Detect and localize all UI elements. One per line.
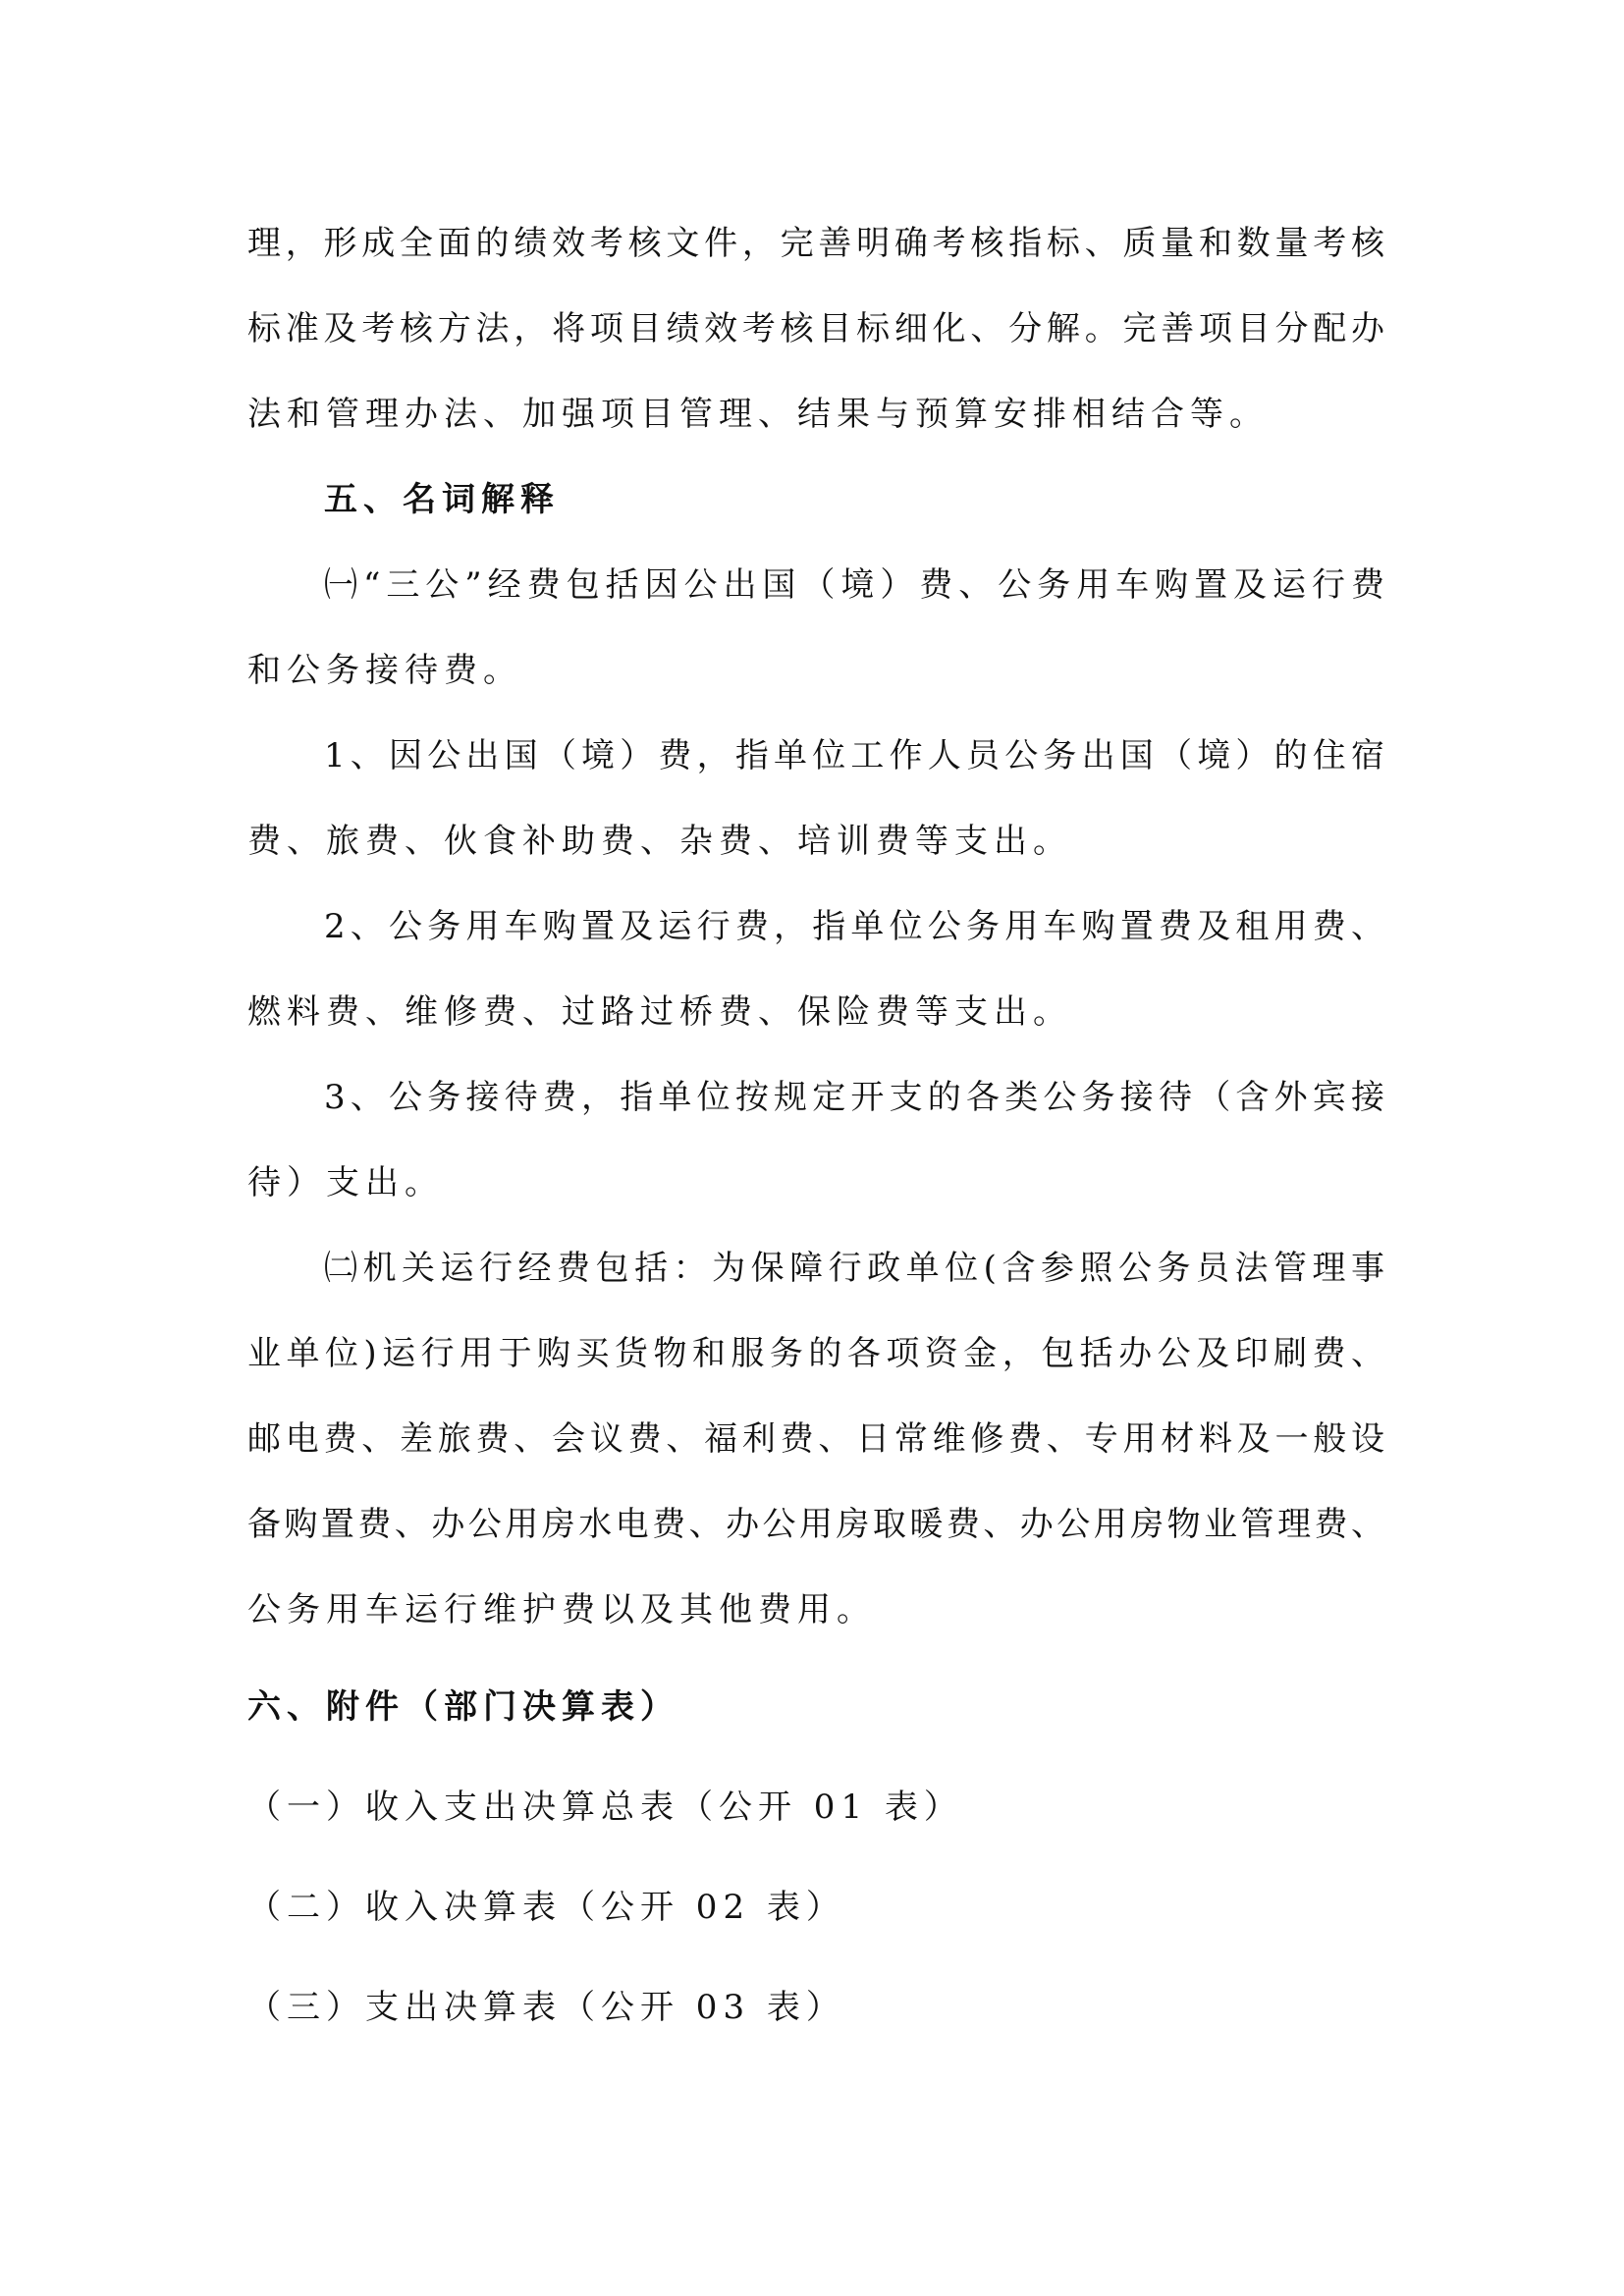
list-item-text: 3、公务接待费，指单位按规定开支的各类公务接待（含外宾接 [324,1078,1384,1117]
section-heading-6: 六、附件（部门决算表） [247,1687,679,1727]
list-item-text: 待）支出。 [247,1163,444,1202]
section-heading-5: 五、名词解释 [324,480,560,519]
list-item-text: 2、公务用车购置及运行费，指单位公务用车购置费及租用费、 [324,907,1384,946]
list-item-text: 1、因公出国（境）费，指单位工作人员公务出国（境）的住宿 [324,736,1384,775]
body-text-line: 业单位)运行用于购买货物和服务的各项资金，包括办公及印刷费、 [247,1334,1384,1373]
list-item-text: 费、旅费、伙食补助费、杂费、培训费等支出。 [247,822,1072,861]
body-text-line: 法和管理办法、加强项目管理、结果与预算安排相结合等。 [247,395,1269,434]
list-item-text: 燃料费、维修费、过路过桥费、保险费等支出。 [247,992,1072,1032]
body-text-line: ㈡机关运行经费包括：为保障行政单位(含参照公务员法管理事 [324,1249,1384,1288]
body-text-line: ㈠“三公”经费包括因公出国（境）费、公务用车购置及运行费 [324,565,1384,605]
body-text-line: 邮电费、差旅费、会议费、福利费、日常维修费、专用材料及一般设 [247,1419,1384,1459]
attachment-item: （三）支出决算表（公开 03 表） [247,1988,845,2027]
attachment-item: （二）收入决算表（公开 02 表） [247,1888,845,1927]
body-text-line: 理，形成全面的绩效考核文件，完善明确考核指标、质量和数量考核 [247,224,1384,263]
body-text-line: 备购置费、办公用房水电费、办公用房取暖费、办公用房物业管理费、 [247,1505,1384,1544]
body-text-line: 和公务接待费。 [247,651,522,690]
body-text-line: 标准及考核方法，将项目绩效考核目标细化、分解。完善项目分配办 [247,309,1384,348]
body-text-line: 公务用车运行维护费以及其他费用。 [247,1590,876,1629]
attachment-item: （一）收入支出决算总表（公开 01 表） [247,1788,963,1827]
